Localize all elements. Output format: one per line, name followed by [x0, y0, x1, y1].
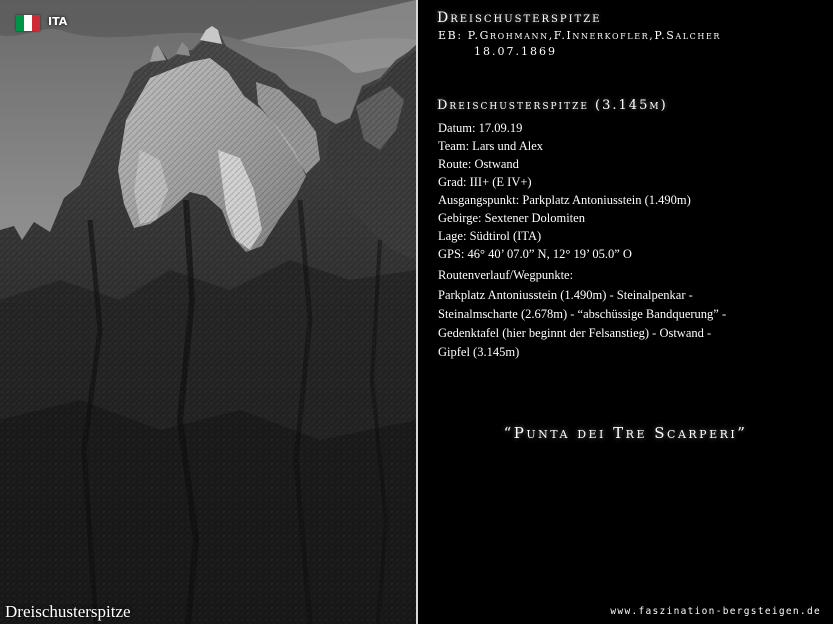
route-line: Parkplatz Antoniusstein (1.490m) - Steinalpenkar -: [438, 288, 693, 302]
fact-route: Route: Ostwand: [438, 157, 519, 171]
mountain-illustration: [0, 0, 416, 624]
fact-grad: Grad: III+ (E IV+): [438, 175, 532, 189]
mountain-photo: [0, 0, 416, 624]
info-panel: [418, 0, 833, 624]
fact-lage: Lage: Südtirol (ITA): [438, 229, 542, 243]
route-line: Gipfel (3.145m): [438, 345, 520, 359]
italy-flag-icon: [16, 15, 40, 31]
fact-gps: GPS: 46° 40’ 07.0” N, 12° 19’ 05.0” O: [438, 247, 632, 261]
website-link[interactable]: www.faszination-bergsteigen.de: [610, 606, 821, 617]
tour-facts: [438, 119, 818, 263]
first-ascent-date: 18.07.1869: [474, 45, 557, 58]
route-description: [438, 286, 800, 362]
country-code: ITA: [48, 15, 68, 28]
route-line: Steinalmscharte (2.678m) - “abschüssige Bandquerung” -: [438, 307, 727, 321]
flag-stripe-white: [24, 15, 32, 31]
route-label: Routenverlauf/Wegpunkte:: [438, 268, 574, 282]
flag-stripe-green: [16, 15, 24, 31]
first-ascent: EB: P.Grohmann,F.Innerkofler,P.Salcher: [438, 29, 722, 42]
fact-team: Team: Lars und Alex: [438, 139, 543, 153]
italian-name-quote: “Punta dei Tre Scarperi”: [503, 424, 748, 442]
flag-stripe-red: [32, 15, 40, 31]
summit-subtitle: Dreischusterspitze (3.145m): [437, 98, 668, 113]
fact-gebirge: Gebirge: Sextener Dolomiten: [438, 211, 585, 225]
fact-datum: Datum: 17.09.19: [438, 121, 523, 135]
route-line: Gedenktafel (hier beginnt der Felsanstieg) - Ostwand -: [438, 326, 712, 340]
fact-ausgangspunkt: Ausgangspunkt: Parkplatz Antoniusstein (1.490m): [438, 193, 691, 207]
summit-title: Dreischusterspitze: [437, 10, 602, 26]
photo-caption: Dreischusterspitze: [5, 602, 131, 621]
